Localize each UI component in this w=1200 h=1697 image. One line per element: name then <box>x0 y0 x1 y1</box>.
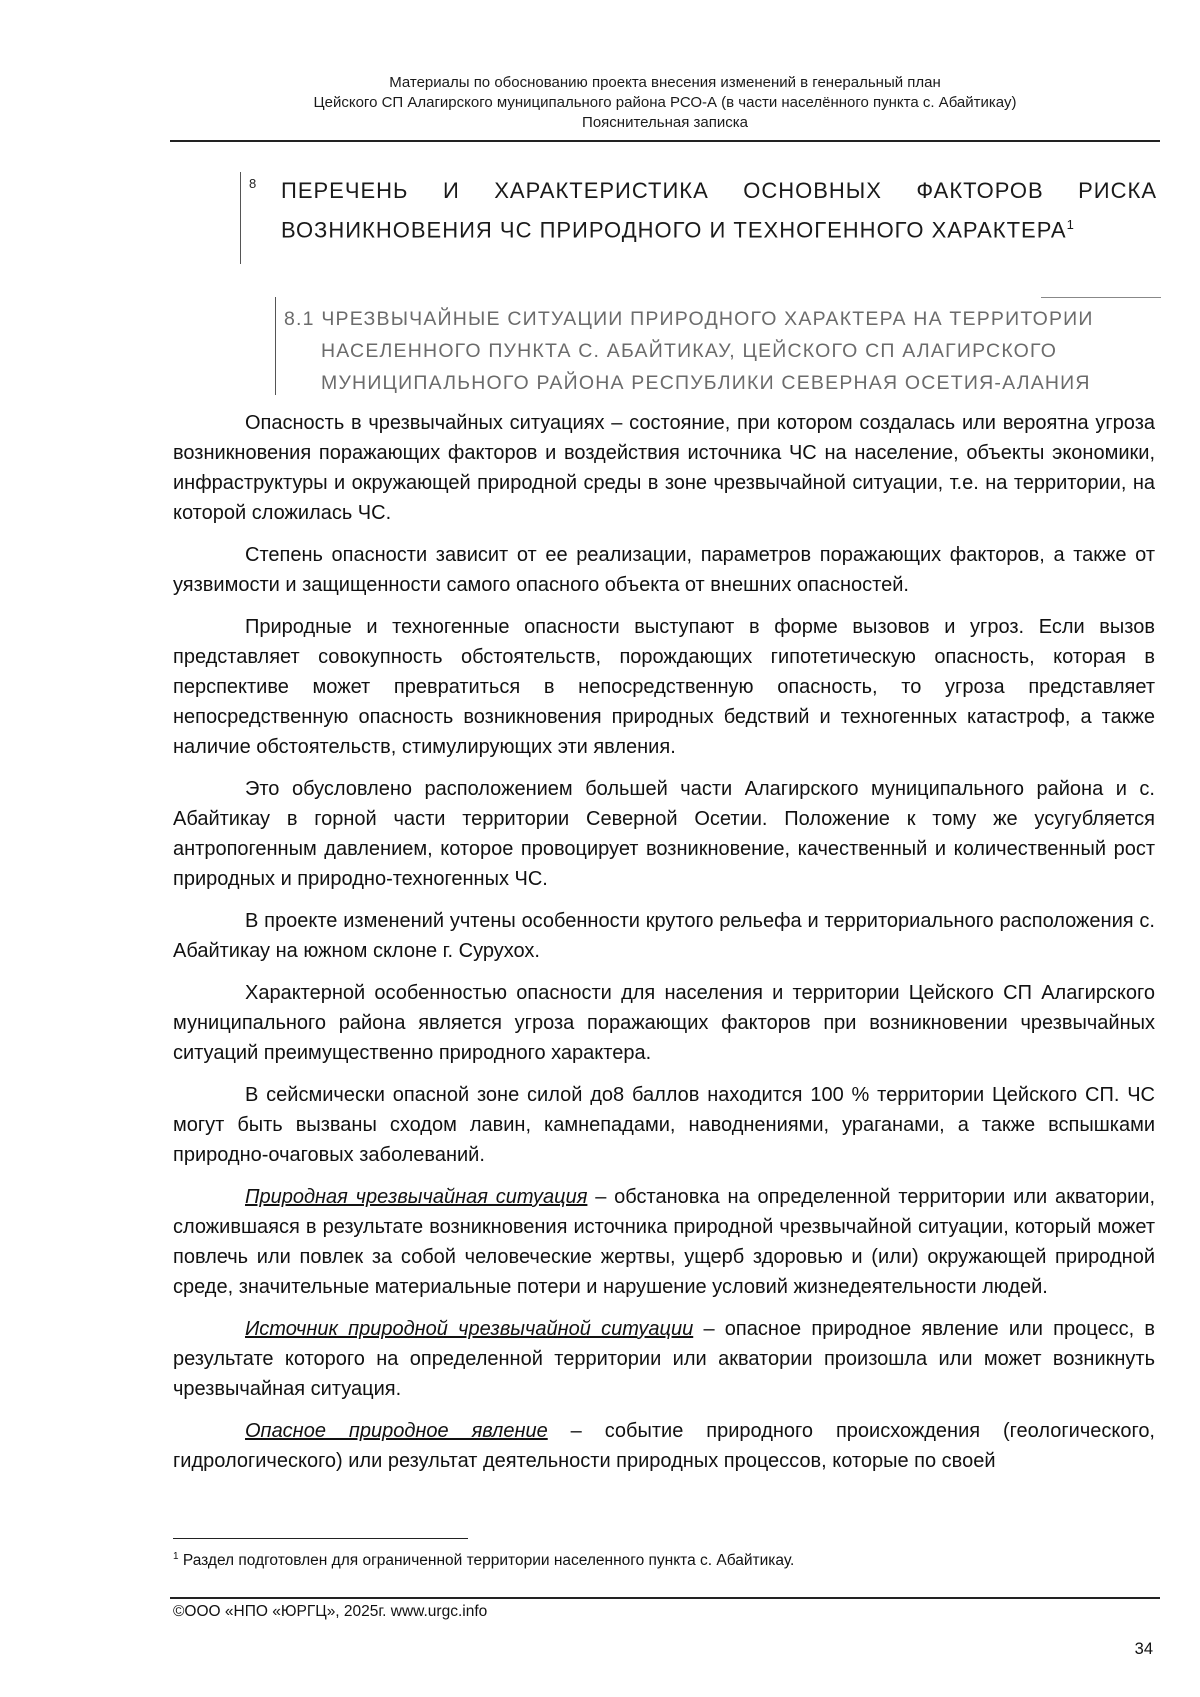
paragraph-7: В сейсмически опасной зоне силой до8 баллов находится 100 % территории Цейского СП. ЧС могут быть вызваны сходом лавин, камнепадами, наводнениями, ураганами, а также вспышками природно-очаговых заболеваний. <box>173 1084 1155 1166</box>
chapter-number: 8 <box>249 176 257 191</box>
paragraph-8-text: – обстановка на определенной территории или акватории, сложившаяся в результате возникновения источника природной чрезвычайной ситуации, который может повлечь или повлек за собой человеческие жертвы, ущерб здоровью и (или) окружающей природной среде, значительные материальные потери и нарушение условий жизнедеятельности людей. <box>173 1186 1155 1298</box>
footnote-mark: 1 <box>173 1551 179 1562</box>
chapter-title-text: ПЕРЕЧЕНЬ И ХАРАКТЕРИСТИКА ОСНОВНЫХ ФАКТОРОВ РИСКА ВОЗНИКНОВЕНИЯ ЧС ПРИРОДНОГО И ТЕХНОГЕННОГО ХАРАКТЕРА <box>281 178 1157 243</box>
chapter-heading <box>240 172 1161 264</box>
paragraph-10 <box>173 1416 1155 1476</box>
paragraph-5: В проекте изменений учтены особенности крутого рельефа и территориального расположения с. Абайтикау на южном склоне г. Сурухох. <box>173 910 1155 962</box>
footnote-divider <box>173 1538 468 1539</box>
header-line-1: Материалы по обоснованию проекта внесения изменений в генеральный план <box>389 74 941 91</box>
paragraph-3: Природные и техногенные опасности выступают в форме вызовов и угроз. Если вызов представляет совокупность обстоятельств, порождающих гипотетическую опасность, которая в перспективе может превратиться в непосредственную опасность, то угроза представляет непосредственную опасность возникновения природных бедствий и техногенных катастроф, а также наличие обстоятельств, стимулирующих эти явления. <box>173 616 1155 758</box>
page-number: 34 <box>1134 1640 1153 1658</box>
term-emergency-source: Источник природной чрезвычайной ситуации <box>245 1318 694 1340</box>
footnote <box>173 1547 794 1571</box>
header-line-2: Цейского СП Алагирского муниципального района РСО-А (в части населённого пункта с. Абайтикау) <box>313 94 1017 111</box>
paragraph-2: Степень опасности зависит от ее реализации, параметров поражающих факторов, а также от уязвимости и защищенности самого опасного объекта от внешних опасностей. <box>173 544 1155 596</box>
paragraph-1: Опасность в чрезвычайных ситуациях – состояние, при котором создалась или вероятна угроза возникновения поражающих факторов и воздействия источника ЧС на население, объекты экономики, инфраструктуры и окружающей природной среды в зоне чрезвычайной ситуации, т.е. на территории, на которой сложилась ЧС. <box>173 412 1155 524</box>
paragraph-9 <box>173 1314 1155 1404</box>
section-heading <box>275 297 1161 395</box>
paragraph-9-text: – опасное природное явление или процесс, в результате которого на определенной территории или акватории произошла или может возникнуть чрезвычайная ситуация. <box>173 1318 1155 1400</box>
section-title <box>284 303 1154 399</box>
header-line-3: Пояснительная записка <box>582 114 748 131</box>
paragraph-10-text: – событие природного происхождения (геологического, гидрологического) или результат деятельности природных процессов, которые по своей <box>173 1420 1155 1472</box>
chapter-footnote-ref[interactable]: 1 <box>1066 217 1075 232</box>
header-divider <box>170 140 1160 142</box>
paragraph-6: Характерной особенностью опасности для населения и территории Цейского СП Алагирского муниципального района является угроза поражающих факторов при возникновении чрезвычайных ситуаций преимущественно природного характера. <box>173 982 1155 1064</box>
section-title-line-3: МУНИЦИПАЛЬНОГО РАЙОНА РЕСПУБЛИКИ СЕВЕРНАЯ ОСЕТИЯ-АЛАНИЯ <box>321 372 1091 394</box>
section-heading-rule <box>1041 297 1161 298</box>
running-header <box>170 73 1160 133</box>
paragraph-4: Это обусловлено расположением большей части Алагирского муниципального района и с. Абайтикау в горной части территории Северной Осетии. Положение к тому же усугубляется антропогенным давлением, которое провоцирует возникновение, качественный и количественный рост природных и природно-техногенных ЧС. <box>173 778 1155 890</box>
footnote-text: Раздел подготовлен для ограниченной территории населенного пункта с. Абайтикау. <box>178 1552 795 1570</box>
chapter-title <box>281 174 1157 247</box>
body-text <box>173 408 1155 1488</box>
term-hazardous-phenomenon: Опасное природное явление <box>245 1420 548 1442</box>
section-title-line-2: НАСЕЛЕННОГО ПУНКТА С. АБАЙТИКАУ, ЦЕЙСКОГО СП АЛАГИРСКОГО <box>321 340 1058 362</box>
section-title-line-1: 8.1 ЧРЕЗВЫЧАЙНЫЕ СИТУАЦИИ ПРИРОДНОГО ХАРАКТЕРА НА ТЕРРИТОРИИ <box>284 308 1094 330</box>
term-natural-emergency: Природная чрезвычайная ситуация <box>245 1186 588 1208</box>
footer-copyright: ©ООО «НПО «ЮРГЦ», 2025г. www.urgc.info <box>173 1603 488 1620</box>
paragraph-8 <box>173 1182 1155 1302</box>
footer-divider <box>170 1597 1160 1599</box>
